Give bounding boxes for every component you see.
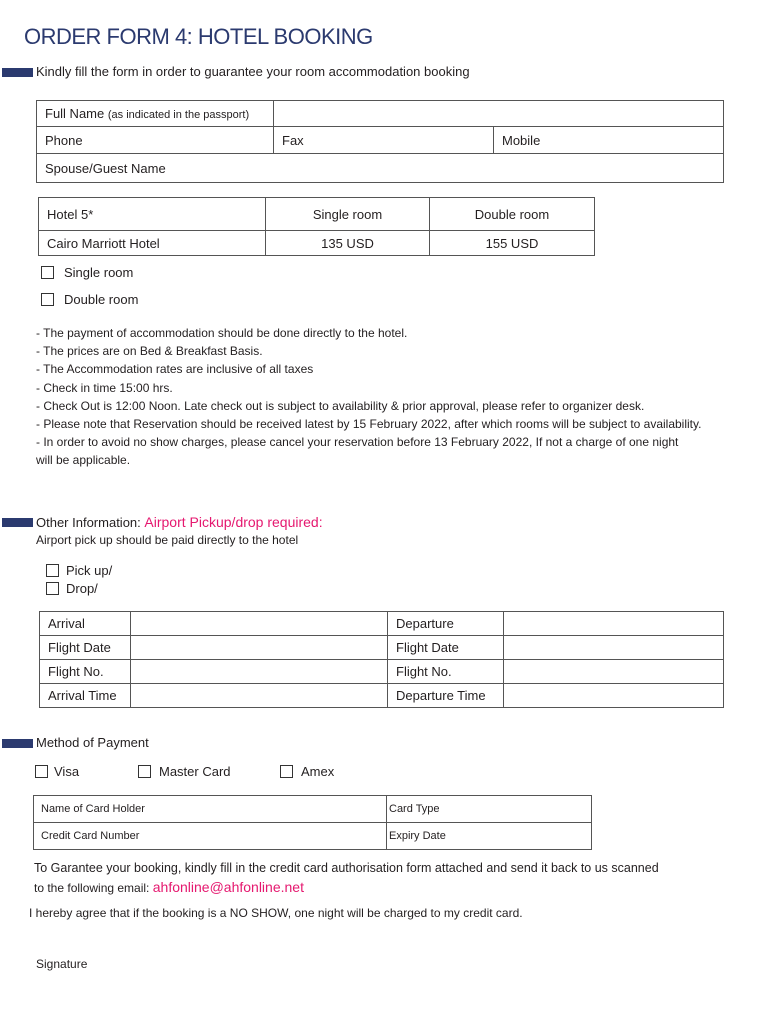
amex-label: Amex bbox=[301, 764, 335, 779]
arrival-field[interactable] bbox=[131, 612, 388, 636]
visa-checkbox[interactable] bbox=[35, 765, 48, 778]
rates-header-hotel: Hotel 5* bbox=[39, 198, 266, 231]
pickup-checkbox[interactable] bbox=[46, 564, 59, 577]
drop-checkbox[interactable] bbox=[46, 582, 59, 595]
guest-info-table bbox=[36, 100, 724, 183]
note-line: - Please note that Reservation should be received latest by 15 February 2022, after which rooms will be subject to availability. bbox=[36, 417, 702, 432]
departure-field[interactable] bbox=[504, 612, 724, 636]
mastercard-label: Master Card bbox=[159, 764, 231, 779]
mobile-label: Mobile bbox=[502, 132, 541, 148]
signature-label: Signature bbox=[36, 957, 88, 971]
card-type-field[interactable] bbox=[387, 796, 592, 823]
departure-flight-no-label: Flight No. bbox=[388, 660, 504, 684]
single-room-label: Single room bbox=[64, 265, 134, 280]
no-show-agreement: I hereby agree that if the booking is a NO SHOW, one night will be charged to my credit card. bbox=[29, 906, 523, 920]
mastercard-checkbox[interactable] bbox=[138, 765, 151, 778]
arrival-flight-no-field[interactable] bbox=[131, 660, 388, 684]
rates-double-price: 155 USD bbox=[430, 231, 595, 256]
guarantee-email-prefix: to the following email: bbox=[34, 881, 150, 895]
expiry-date-label: Expiry Date bbox=[389, 830, 446, 842]
departure-flight-date-label: Flight Date bbox=[388, 636, 504, 660]
departure-time-field[interactable] bbox=[504, 684, 724, 708]
pickup-option[interactable] bbox=[46, 563, 112, 578]
airport-pickup-note: Airport pick up should be paid directly to the hotel bbox=[36, 533, 299, 547]
full-name-label-cell bbox=[37, 101, 274, 127]
amex-checkbox[interactable] bbox=[280, 765, 293, 778]
card-type-label: Card Type bbox=[389, 803, 440, 815]
page-title: ORDER FORM 4: HOTEL BOOKING bbox=[24, 24, 373, 49]
arrival-label: Arrival bbox=[40, 612, 131, 636]
note-line: - In order to avoid no show charges, please cancel your reservation before 13 February 2022, If not a charge of one night bbox=[36, 435, 679, 450]
arrival-time-field[interactable] bbox=[131, 684, 388, 708]
double-room-option[interactable] bbox=[41, 292, 138, 307]
section-bar bbox=[2, 739, 33, 748]
full-name-field[interactable] bbox=[274, 101, 724, 127]
pickup-label: Pick up/ bbox=[66, 563, 113, 578]
departure-flight-no-field[interactable] bbox=[504, 660, 724, 684]
card-holder-field[interactable] bbox=[34, 796, 387, 823]
arrival-flight-date-label: Flight Date bbox=[40, 636, 131, 660]
departure-time-label: Departure Time bbox=[388, 684, 504, 708]
full-name-note: (as indicated in the passport) bbox=[107, 109, 250, 121]
drop-option[interactable] bbox=[46, 581, 98, 596]
card-details-table bbox=[33, 795, 592, 850]
other-info-label: Other Information: bbox=[36, 515, 141, 530]
airport-pickup-highlight: Airport Pickup/drop required: bbox=[144, 514, 323, 530]
other-info-heading bbox=[36, 514, 323, 530]
rates-header-single: Single room bbox=[266, 198, 430, 231]
spouse-label: Spouse/Guest Name bbox=[45, 160, 166, 176]
flight-table bbox=[39, 611, 724, 708]
single-room-option[interactable] bbox=[41, 265, 133, 280]
arrival-flight-no-label: Flight No. bbox=[40, 660, 131, 684]
rates-header-double: Double room bbox=[430, 198, 595, 231]
note-line: - The payment of accommodation should be done directly to the hotel. bbox=[36, 326, 408, 340]
booking-notes bbox=[36, 324, 752, 470]
departure-label: Departure bbox=[388, 612, 504, 636]
double-room-label: Double room bbox=[64, 292, 139, 307]
phone-label: Phone bbox=[45, 132, 83, 148]
email-link[interactable]: ahfonline@ahfonline.net bbox=[152, 879, 304, 895]
mastercard-option[interactable] bbox=[138, 764, 231, 779]
guarantee-text: To Garantee your booking, kindly fill in the credit card authorisation form attached and send it back to us scanned bbox=[34, 861, 659, 875]
full-name-label: Full Name bbox=[45, 106, 105, 121]
visa-label: Visa bbox=[54, 764, 80, 779]
note-line: - Check in time 15:00 hrs. bbox=[36, 380, 173, 395]
arrival-flight-date-field[interactable] bbox=[131, 636, 388, 660]
card-holder-label: Name of Card Holder bbox=[41, 803, 145, 815]
note-line: will be applicable. bbox=[36, 453, 131, 468]
rates-single-price: 135 USD bbox=[266, 231, 430, 256]
drop-label: Drop/ bbox=[66, 581, 98, 596]
spouse-field[interactable] bbox=[37, 154, 724, 183]
departure-flight-date-field[interactable] bbox=[504, 636, 724, 660]
guarantee-email-line bbox=[34, 879, 304, 895]
card-number-label: Credit Card Number bbox=[41, 830, 140, 842]
fax-label: Fax bbox=[282, 132, 304, 148]
note-line: - The Accommodation rates are inclusive of all taxes bbox=[36, 362, 314, 377]
visa-option[interactable] bbox=[35, 764, 79, 779]
rates-table bbox=[38, 197, 595, 256]
phone-field[interactable] bbox=[37, 127, 274, 154]
mobile-field[interactable] bbox=[494, 127, 724, 154]
arrival-time-label: Arrival Time bbox=[40, 684, 131, 708]
note-line: - The prices are on Bed & Breakfast Basis. bbox=[36, 344, 263, 359]
expiry-date-field[interactable] bbox=[387, 823, 592, 850]
fax-field[interactable] bbox=[274, 127, 494, 154]
card-number-field[interactable] bbox=[34, 823, 387, 850]
section-bar bbox=[2, 68, 33, 77]
rates-hotel-name: Cairo Marriott Hotel bbox=[39, 231, 266, 256]
single-room-checkbox[interactable] bbox=[41, 266, 54, 279]
amex-option[interactable] bbox=[280, 764, 334, 779]
payment-heading: Method of Payment bbox=[36, 735, 149, 750]
double-room-checkbox[interactable] bbox=[41, 293, 54, 306]
section-bar bbox=[2, 518, 33, 527]
note-line: - Check Out is 12:00 Noon. Late check out is subject to availability & prior approval, please refer to organizer desk. bbox=[36, 398, 645, 413]
intro-text: Kindly fill the form in order to guarantee your room accommodation booking bbox=[36, 64, 470, 79]
